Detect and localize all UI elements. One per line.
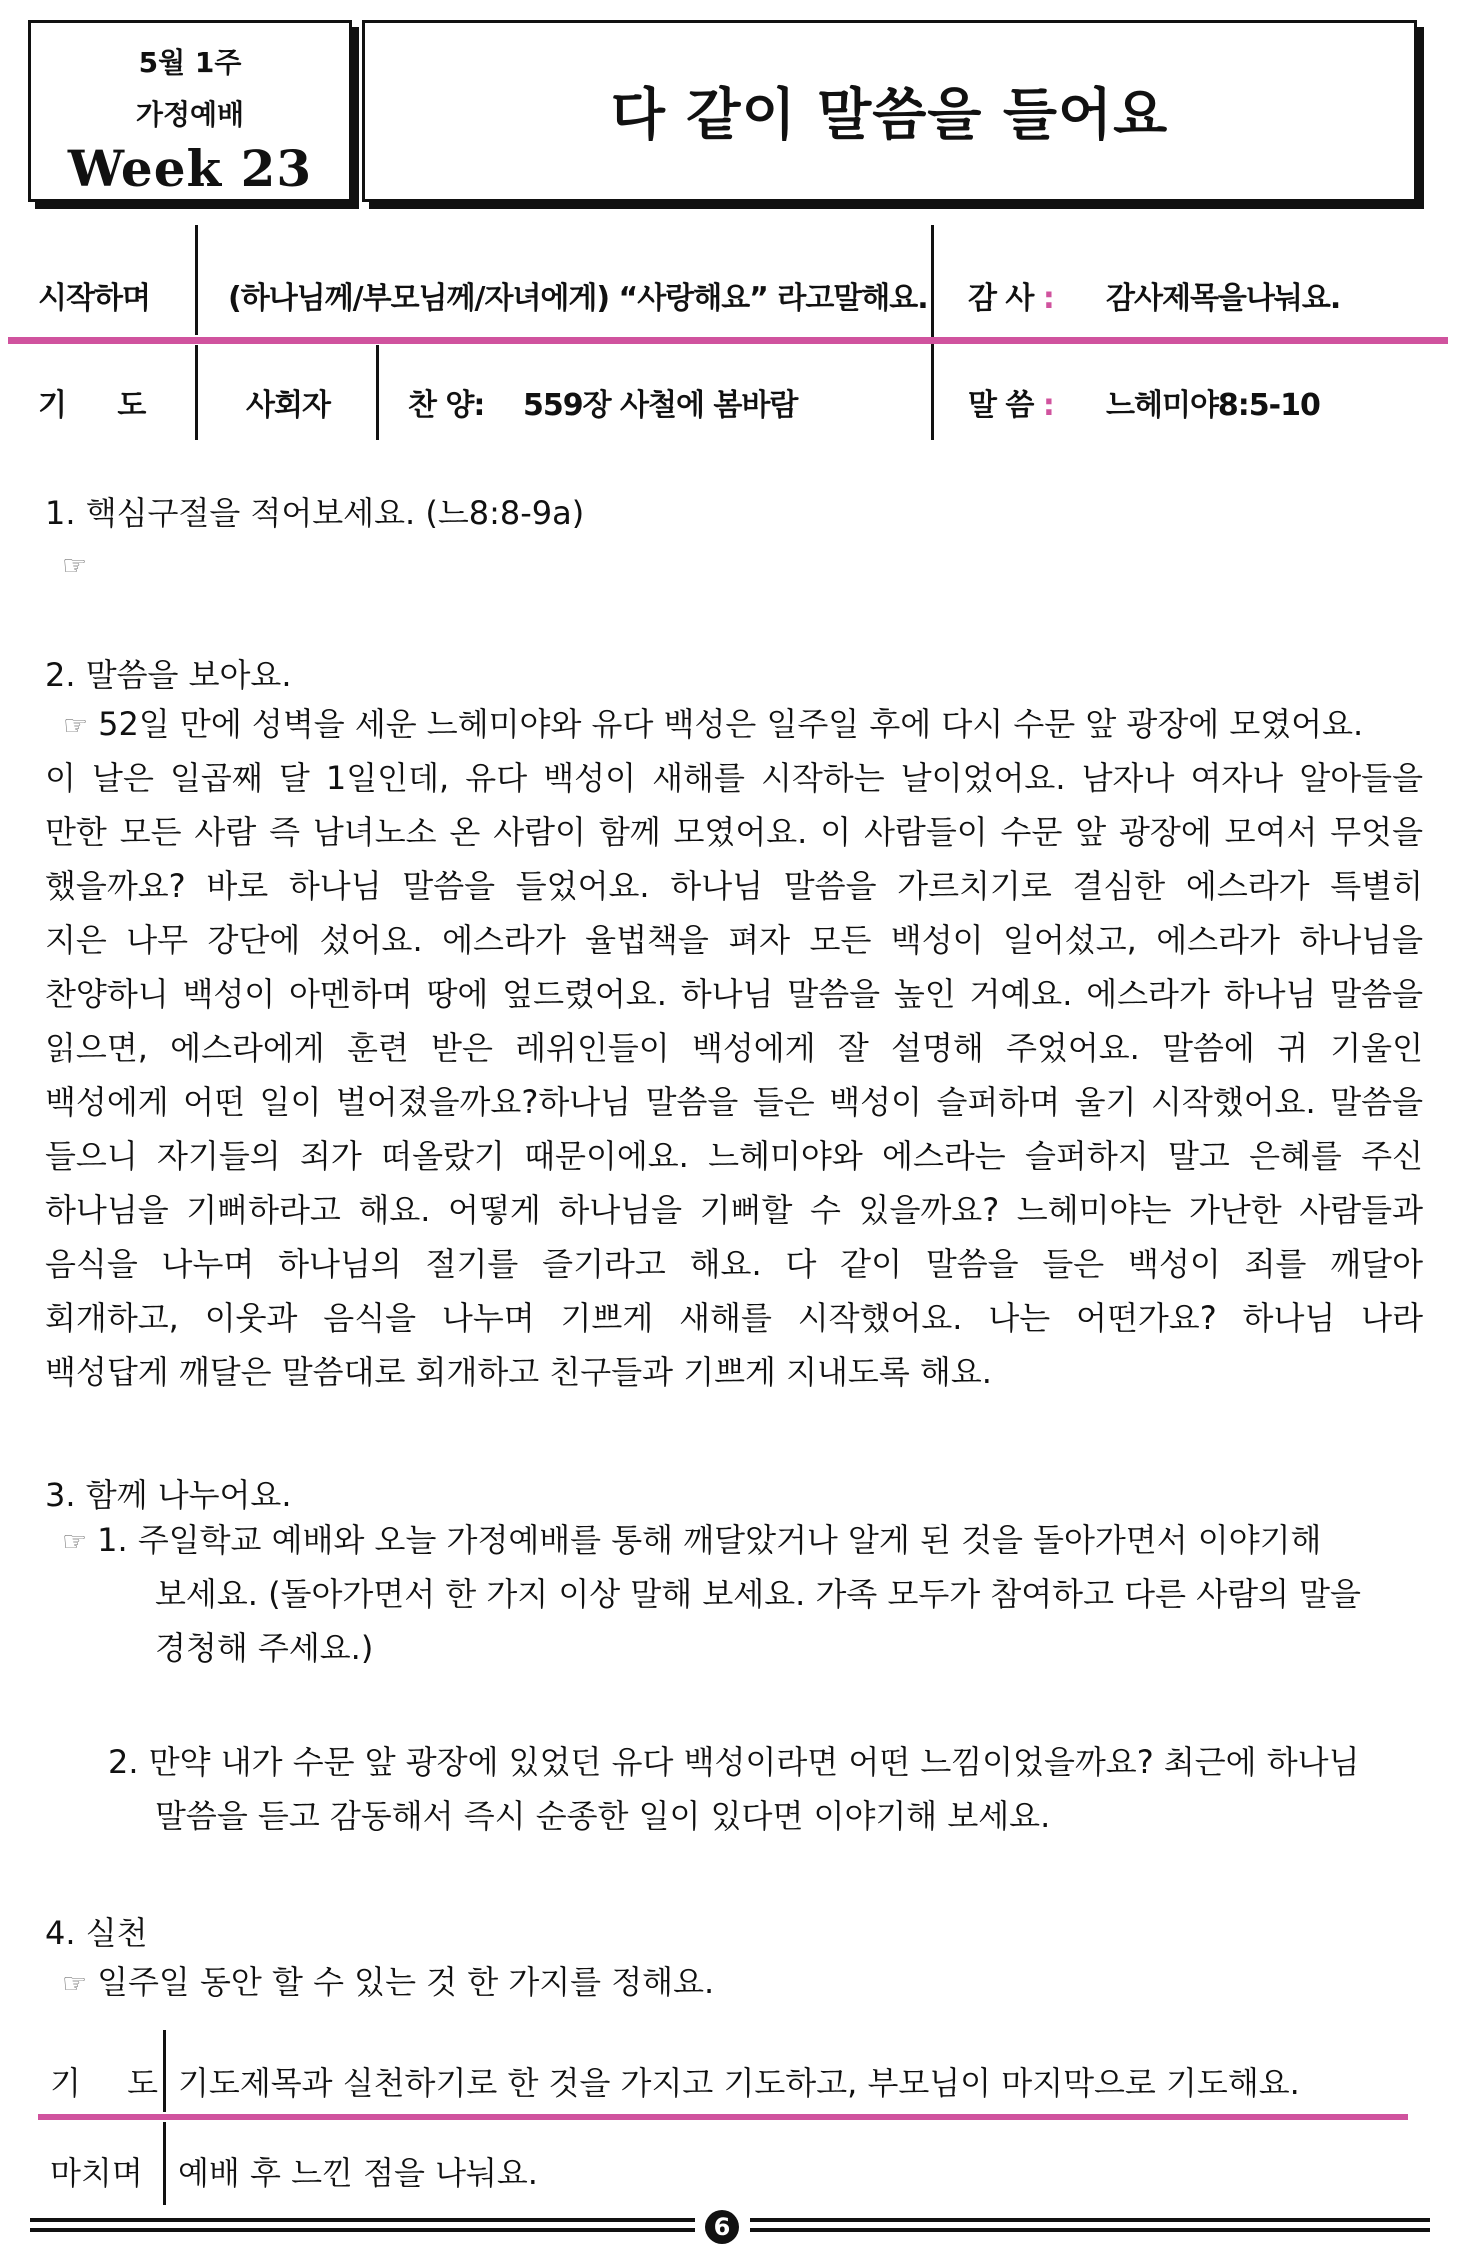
thanks-label: 감 사 :	[968, 281, 1054, 316]
body-line: 했을까요? 바로 하나님 말씀을 들었어요. 하나님 말씀을 가르치기로 결심한 에스라가 특별히	[45, 867, 1423, 905]
question-1: ☞ 1. 주일학교 예배와 오늘 가정예배를 통해 깨달았거나 알게 된 것을 돌아가면서 이야기해	[62, 1521, 1322, 1559]
body-line: 백성답게 깨달은 말씀대로 회개하고 친구들과 기쁘게 지내도록 해요.	[45, 1353, 992, 1391]
section-2-title: 2. 말씀을 보아요.	[45, 656, 292, 694]
hand-icon: ☞	[62, 549, 88, 582]
divider	[195, 225, 198, 335]
hand-icon: ☞	[62, 1525, 88, 1558]
info-table	[8, 225, 1448, 440]
question-2-line2: 말씀을 듣고 감동해서 즉시 순종한 일이 있다면 이야기해 보세요.	[155, 1797, 1051, 1835]
closing-prayer-label: 기 도	[50, 2064, 176, 2102]
body-line: 백성에게 어떤 일이 벌어졌을까요?하나님 말씀을 들은 백성이 슬퍼하며 울기 시작했어요. 말씀을	[45, 1083, 1423, 1121]
footer-rule	[30, 2228, 695, 2232]
footer-rule	[30, 2218, 695, 2222]
section-3-title: 3. 함께 나누어요.	[45, 1476, 292, 1514]
week-subtitle: 가정예배	[135, 98, 245, 131]
footer-rule	[750, 2228, 1430, 2232]
closing-prayer-text: 기도제목과 실천하기로 한 것을 가지고 기도하고, 부모님이 마지막으로 기도해요.	[178, 2064, 1300, 2102]
question-2: 2. 만약 내가 수문 앞 광장에 있었던 유다 백성이라면 어떤 느낌이었을까요? 최근에 하나님	[108, 1743, 1360, 1781]
hand-icon: ☞	[62, 1967, 88, 2000]
divider	[195, 345, 198, 440]
hymn-text: 559장 사철에 봄바람	[523, 388, 798, 423]
question-1-line3: 경청해 주세요.)	[155, 1629, 374, 1667]
pink-divider	[8, 337, 1448, 344]
prayer-label: 기 도	[38, 388, 167, 423]
body-line: 하나님을 기뻐하라고 해요. 어떻게 하나님을 기뻐할 수 있을까요? 느헤미야는 가난한 사람들과	[45, 1191, 1423, 1229]
body-line: ☞ 52일 만에 성벽을 세운 느헤미야와 유다 백성은 일주일 후에 다시 수문 앞 광장에 모였어요.	[63, 705, 1364, 743]
leader-label: 사회자	[246, 388, 330, 423]
divider	[931, 225, 934, 440]
page-number: 6	[705, 2210, 739, 2244]
week-number: Week 23	[67, 139, 313, 198]
body-line: 이 날은 일곱째 달 1일인데, 유다 백성이 새해를 시작하는 날이었어요. 남자나 여자나 알아들을	[45, 759, 1423, 797]
divider	[163, 2122, 166, 2205]
footer-rule	[750, 2218, 1430, 2222]
week-date: 5월 1주	[138, 46, 242, 79]
thanks-text: 감사제목을나눠요.	[1106, 281, 1341, 316]
start-label: 시작하며	[38, 281, 150, 316]
section-2-body	[45, 697, 1423, 1399]
closing-table	[38, 2030, 1438, 2205]
body-line: 읽으면, 에스라에게 훈련 받은 레위인들이 백성에게 잘 설명해 주었어요. 말씀에 귀 기울인	[45, 1029, 1423, 1067]
section-4-title: 4. 실천	[45, 1914, 148, 1952]
footer	[30, 2210, 1430, 2240]
word-text: 느헤미야8:5-10	[1106, 388, 1320, 423]
body-line: 회개하고, 이웃과 음식을 나누며 기쁘게 새해를 시작했어요. 나는 어떤가요? 하나님 나라	[45, 1299, 1423, 1337]
title-box	[362, 20, 1417, 202]
week-box	[28, 20, 352, 202]
closing-end-text: 예배 후 느낀 점을 나눠요.	[178, 2154, 538, 2192]
section-1-title: 1. 핵심구절을 적어보세요. (느8:8-9a)	[45, 494, 585, 532]
body-line: 지은 나무 강단에 섰어요. 에스라가 율법책을 펴자 모든 백성이 일어섰고, 에스라가 하나님을	[45, 921, 1423, 959]
divider	[376, 345, 379, 440]
body-line: 음식을 나누며 하나님의 절기를 즐기라고 해요. 다 같이 말씀을 들은 백성이 죄를 깨달아	[45, 1245, 1423, 1283]
start-text: (하나님께/부모님께/자녀에게) “사랑해요” 라고말해요.	[228, 281, 928, 316]
hymn-label: 찬 양:	[408, 388, 485, 423]
pink-divider	[38, 2114, 1408, 2120]
hand-icon: ☞	[63, 709, 89, 742]
body-line: 찬양하니 백성이 아멘하며 땅에 엎드렸어요. 하나님 말씀을 높인 거예요. 에스라가 하나님 말씀을	[45, 975, 1423, 1013]
question-1-line2: 보세요. (돌아가면서 한 가지 이상 말해 보세요. 가족 모두가 참여하고 다른 사람의 말을	[155, 1575, 1361, 1613]
practice-text: ☞ 일주일 동안 할 수 있는 것 한 가지를 정해요.	[62, 1963, 715, 2001]
closing-end-label: 마치며	[50, 2154, 143, 2192]
body-line: 들으니 자기들의 죄가 떠올랐기 때문이에요. 느헤미야와 에스라는 슬퍼하지 말고 은혜를 주신	[45, 1137, 1423, 1175]
page-title: 다 같이 말씀을 들어요	[610, 83, 1169, 148]
word-label: 말 씀 :	[968, 388, 1054, 423]
body-line: 만한 모든 사람 즉 남녀노소 온 사람이 함께 모였어요. 이 사람들이 수문 앞 광장에 모여서 무엇을	[45, 813, 1423, 851]
